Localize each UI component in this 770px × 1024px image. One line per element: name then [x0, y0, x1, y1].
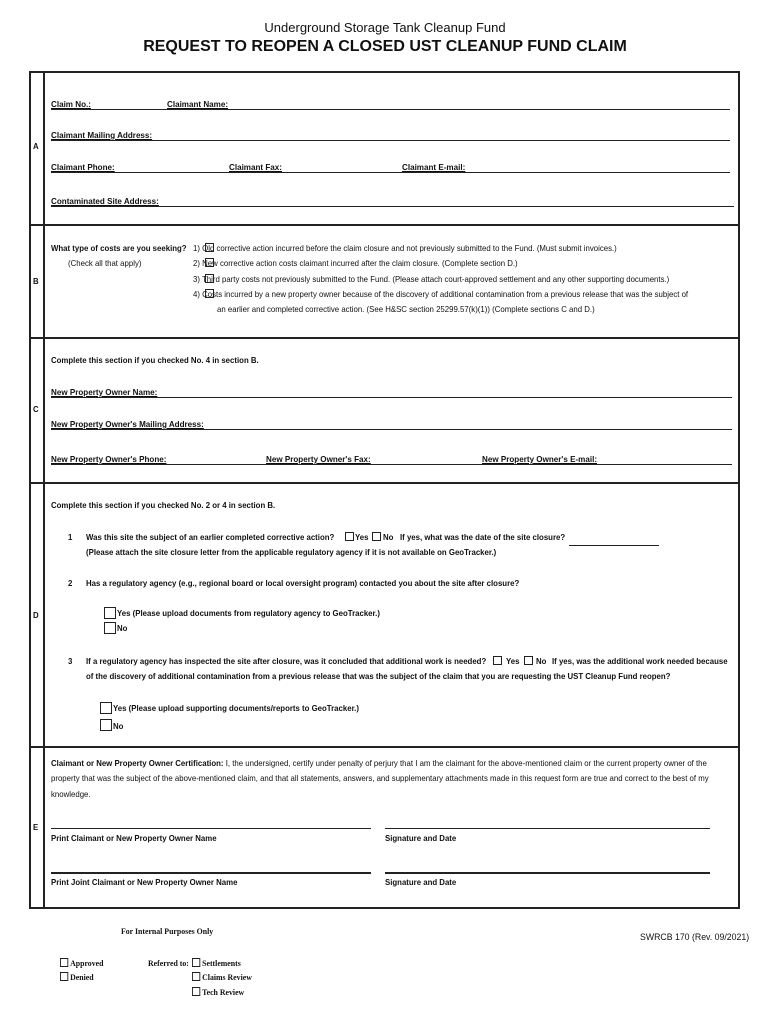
q1-no-checkbox[interactable] [372, 532, 381, 541]
certification-line3: knowledge. [51, 789, 91, 799]
contact-line[interactable] [51, 172, 730, 173]
q3-yes-option-checkbox[interactable] [100, 702, 112, 714]
cost-option-2-checkbox[interactable] [205, 258, 214, 267]
print-joint-label: Print Joint Claimant or New Property Owner Name [51, 877, 238, 887]
q3-number: 3 [68, 656, 73, 666]
frame-left [29, 71, 31, 909]
costs-hint: (Check all that apply) [68, 258, 142, 268]
form-agency: Underground Storage Tank Cleanup Fund [264, 20, 506, 35]
cost-option-2[interactable]: 2) New corrective action costs claimant incurred after the claim closure. (Complete section D.) [193, 258, 518, 268]
owner-phone-label: New Property Owner's Phone: [51, 454, 167, 464]
frame-tab-divider [43, 71, 45, 909]
owner-fax-label: New Property Owner's Fax: [266, 454, 371, 464]
cost-option-4-checkbox[interactable] [205, 289, 214, 298]
owner-name-line[interactable] [51, 397, 732, 398]
q1-followup: If yes, what was the date of the site closure? [400, 532, 566, 542]
print-name-line[interactable] [51, 828, 371, 829]
owner-contact-line[interactable] [51, 464, 732, 465]
claims-review-option[interactable]: Claims Review [192, 972, 252, 982]
cost-option-4-cont: an earlier and completed corrective action. (See H&SC section 25299.57(k)(1)) (Complete sections C and D.) [217, 304, 595, 314]
divider-a-b [29, 224, 740, 226]
denied-option[interactable]: Denied [60, 972, 94, 982]
cost-option-4[interactable]: 4) Costs incurred by a new property owner because of the discovery of additional contamination from a previous release that was the subject of [193, 289, 689, 299]
form-title: REQUEST TO REOPEN A CLOSED UST CLEANUP FUND CLAIM [143, 38, 627, 55]
section-e-letter: E [33, 822, 39, 832]
section-d-letter: D [33, 610, 39, 620]
site-address-label: Contaminated Site Address: [51, 196, 159, 206]
q1-note: (Please attach the site closure letter from the applicable regulatory agency if it is not available on GeoTracker.) [86, 547, 497, 557]
mailing-address-line[interactable] [51, 140, 730, 141]
q2-yes-label: Yes (Please upload documents from regulatory agency to GeoTracker.) [117, 608, 380, 618]
q1-yes-checkbox[interactable] [345, 532, 354, 541]
signature-label-2: Signature and Date [385, 877, 457, 887]
internal-purposes-label: For Internal Purposes Only [121, 926, 214, 936]
tech-review-option[interactable]: Tech Review [192, 987, 244, 997]
q2-text: Has a regulatory agency (e.g., regional board or local oversight program) contacted you about the site after closure? [86, 578, 520, 588]
claim-no-label: Claim No.: [51, 99, 91, 109]
email-label: Claimant E-mail: [402, 162, 466, 172]
cost-option-1-checkbox[interactable] [205, 243, 214, 252]
closure-date-line[interactable] [569, 545, 659, 546]
frame-top [29, 71, 740, 73]
q1-no-label: No [383, 532, 394, 542]
cost-option-3-checkbox[interactable] [205, 274, 214, 283]
costs-question: What type of costs are you seeking? [51, 243, 187, 253]
q3-no-checkbox[interactable] [524, 656, 533, 665]
q3-yes-label: Yes [506, 656, 520, 666]
q3-no-label: No [536, 656, 547, 666]
claim-line[interactable] [51, 109, 730, 110]
q2-no-checkbox[interactable] [104, 622, 116, 634]
q3-followup: If yes, was the additional work needed because [552, 656, 728, 666]
q3-text: If a regulatory agency has inspected the site after closure, was it concluded that additional work is needed? [86, 656, 487, 666]
certification-heading: Claimant or New Property Owner Certification: [51, 758, 224, 768]
section-b-letter: B [33, 276, 39, 286]
fax-label: Claimant Fax: [229, 162, 282, 172]
q1-text: Was this site the subject of an earlier completed corrective action? [86, 532, 335, 542]
frame-bottom [29, 907, 740, 909]
section-d-instruction: Complete this section if you checked No. 2 or 4 in section B. [51, 500, 276, 510]
certification-line2: property that was the subject of the above-mentioned claim, and that all statements, answers, and supplementary attachments made in this request form are true and correct to the best of my [51, 773, 709, 783]
signature-label-1: Signature and Date [385, 833, 457, 843]
owner-email-label: New Property Owner's E-mail: [482, 454, 598, 464]
site-address-line[interactable] [51, 206, 734, 207]
section-a-letter: A [33, 141, 39, 151]
owner-name-label: New Property Owner Name: [51, 387, 158, 397]
cost-option-1[interactable]: 1) Old corrective action incurred before the claim closure and not previously submitted to the Fund. (Must submit invoices.) [193, 243, 617, 253]
signature-line-2[interactable] [385, 872, 710, 874]
q3-no-option-label: No [113, 721, 124, 731]
section-c-instruction: Complete this section if you checked No. 4 in section B. [51, 355, 259, 365]
divider-d-e [29, 746, 740, 748]
owner-address-line[interactable] [51, 429, 732, 430]
q2-number: 2 [68, 578, 73, 588]
settlements-option[interactable]: Settlements [192, 958, 241, 968]
section-c-letter: C [33, 404, 39, 414]
certification-line1: Claimant or New Property Owner Certification: I, the undersigned, certify under penalty of perjury that I am the claimant for the above-mentioned claim or the current property owner of the [51, 758, 707, 768]
q3-no-option-checkbox[interactable] [100, 719, 112, 731]
divider-c-d [29, 482, 740, 484]
q3-yes-checkbox[interactable] [493, 656, 502, 665]
claimant-name-label: Claimant Name: [167, 99, 229, 109]
owner-address-label: New Property Owner's Mailing Address: [51, 419, 204, 429]
print-joint-line[interactable] [51, 872, 371, 874]
phone-label: Claimant Phone: [51, 162, 115, 172]
form-id: SWRCB 170 (Rev. 09/2021) [640, 932, 750, 943]
q3-line2: of the discovery of additional contamination from a previous release that was the subject of the claim that you are requesting the UST Cleanup Fund reopen? [86, 671, 671, 681]
print-name-label: Print Claimant or New Property Owner Name [51, 833, 217, 843]
q2-no-label: No [117, 623, 128, 633]
cost-option-3[interactable]: 3) Third party costs not previously submitted to the Fund. (Please attach court-approved settlement and any other supporting documents.) [193, 274, 670, 284]
signature-line-1[interactable] [385, 828, 710, 829]
mailing-address-label: Claimant Mailing Address: [51, 130, 153, 140]
q1-yes-label: Yes [355, 532, 369, 542]
divider-b-c [29, 337, 740, 339]
q1-number: 1 [68, 532, 73, 542]
referred-to-label: Referred to: [148, 958, 189, 968]
frame-right [738, 71, 740, 909]
q2-yes-checkbox[interactable] [104, 607, 116, 619]
q3-yes-option-label: Yes (Please upload supporting documents/reports to GeoTracker.) [113, 703, 359, 713]
approved-option[interactable]: Approved [60, 958, 103, 968]
